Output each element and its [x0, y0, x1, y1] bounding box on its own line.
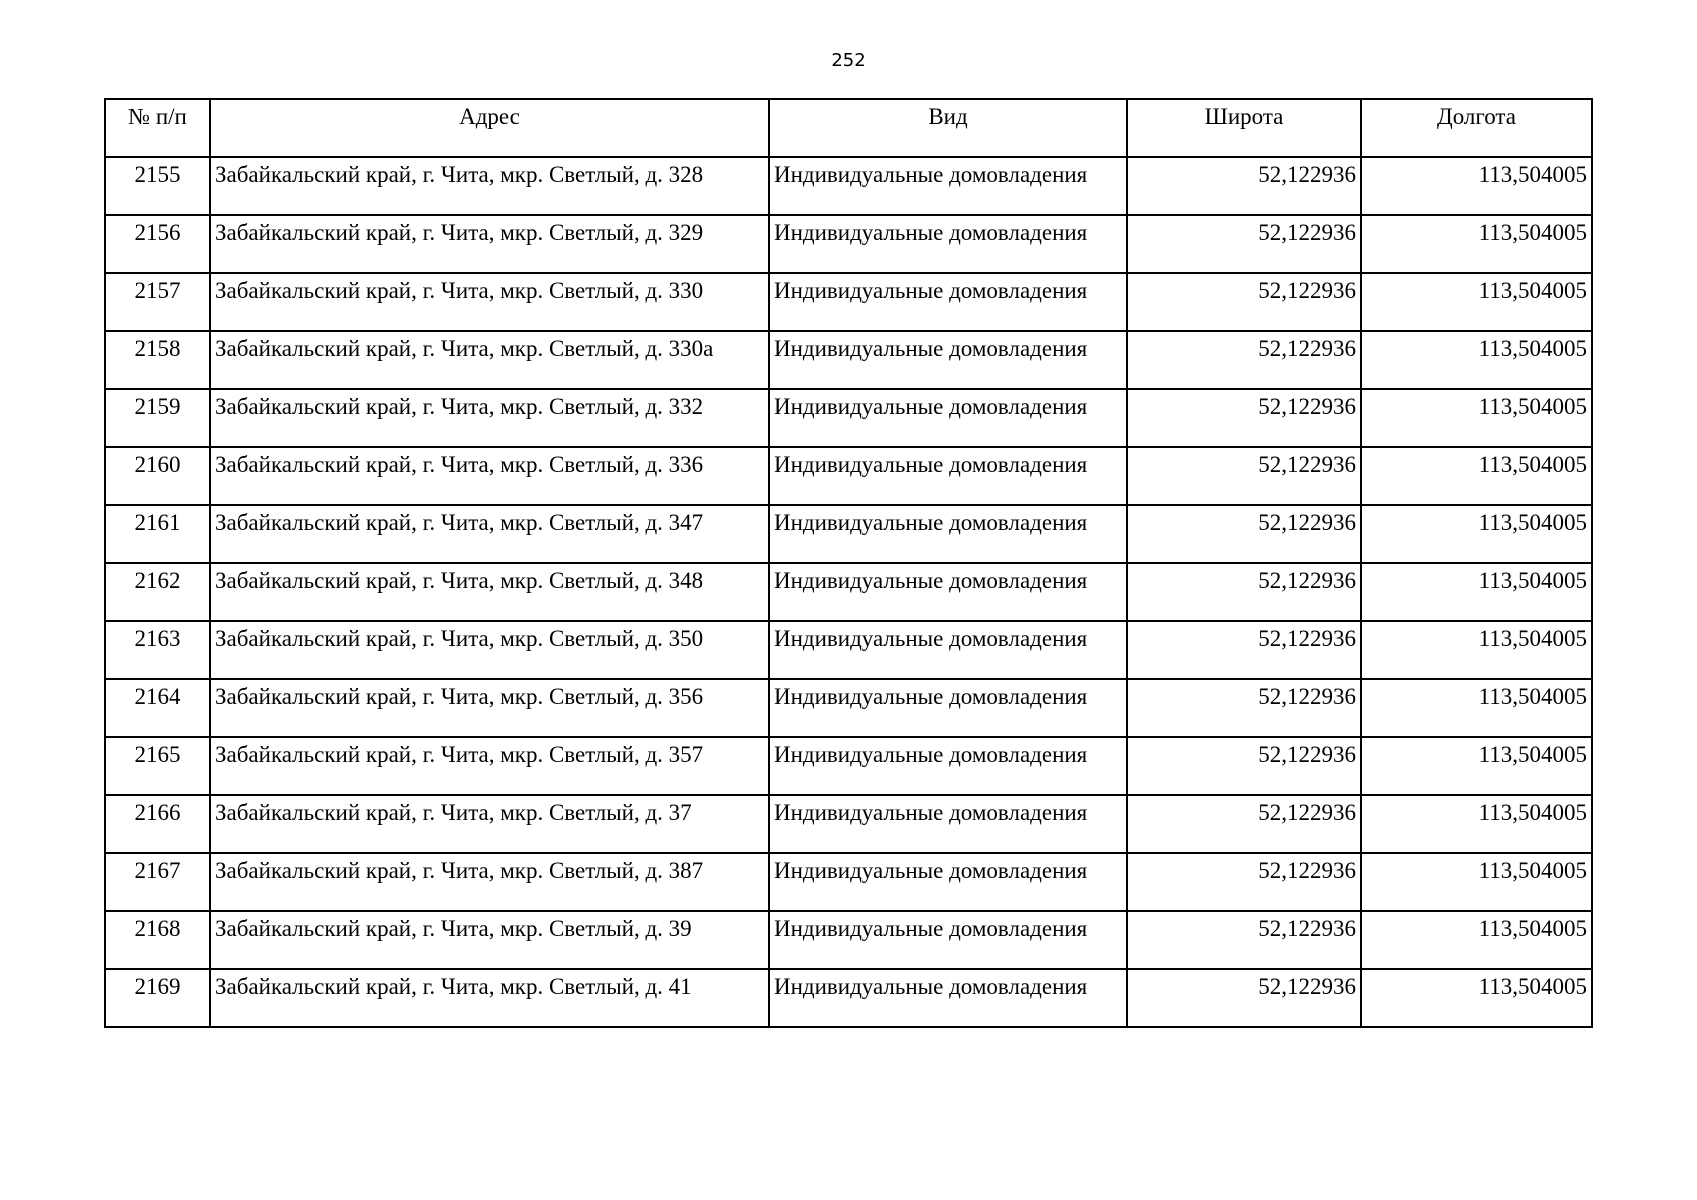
cell-address: Забайкальский край, г. Чита, мкр. Светлый, д. 37	[210, 795, 769, 853]
cell-kind: Индивидуальные домовладения	[769, 621, 1127, 679]
cell-kind: Индивидуальные домовладения	[769, 679, 1127, 737]
cell-longitude: 113,504005	[1361, 911, 1592, 969]
cell-kind: Индивидуальные домовладения	[769, 273, 1127, 331]
cell-longitude: 113,504005	[1361, 389, 1592, 447]
cell-number: 2167	[105, 853, 210, 911]
cell-number: 2163	[105, 621, 210, 679]
cell-latitude: 52,122936	[1127, 215, 1361, 273]
table-row	[105, 737, 1592, 795]
cell-latitude: 52,122936	[1127, 273, 1361, 331]
cell-number: 2155	[105, 157, 210, 215]
cell-address: Забайкальский край, г. Чита, мкр. Светлый, д. 41	[210, 969, 769, 1027]
cell-latitude: 52,122936	[1127, 563, 1361, 621]
table-row	[105, 389, 1592, 447]
cell-longitude: 113,504005	[1361, 157, 1592, 215]
header-longitude: Долгота	[1361, 99, 1592, 157]
cell-number: 2159	[105, 389, 210, 447]
table-row	[105, 853, 1592, 911]
cell-kind: Индивидуальные домовладения	[769, 911, 1127, 969]
cell-kind: Индивидуальные домовладения	[769, 737, 1127, 795]
table-row	[105, 795, 1592, 853]
table-row	[105, 157, 1592, 215]
cell-number: 2165	[105, 737, 210, 795]
cell-address: Забайкальский край, г. Чита, мкр. Светлый, д. 39	[210, 911, 769, 969]
cell-address: Забайкальский край, г. Чита, мкр. Светлый, д. 329	[210, 215, 769, 273]
table-header-row	[105, 99, 1592, 157]
table-row	[105, 563, 1592, 621]
cell-number: 2162	[105, 563, 210, 621]
cell-kind: Индивидуальные домовладения	[769, 157, 1127, 215]
cell-kind: Индивидуальные домовладения	[769, 853, 1127, 911]
cell-address: Забайкальский край, г. Чита, мкр. Светлый, д. 350	[210, 621, 769, 679]
cell-number: 2168	[105, 911, 210, 969]
cell-latitude: 52,122936	[1127, 737, 1361, 795]
table-row	[105, 273, 1592, 331]
cell-latitude: 52,122936	[1127, 621, 1361, 679]
cell-number: 2161	[105, 505, 210, 563]
header-kind: Вид	[769, 99, 1127, 157]
table-row	[105, 911, 1592, 969]
table-row	[105, 621, 1592, 679]
cell-number: 2156	[105, 215, 210, 273]
cell-number: 2164	[105, 679, 210, 737]
table-row	[105, 447, 1592, 505]
cell-kind: Индивидуальные домовладения	[769, 969, 1127, 1027]
cell-longitude: 113,504005	[1361, 331, 1592, 389]
header-address: Адрес	[210, 99, 769, 157]
cell-address: Забайкальский край, г. Чита, мкр. Светлый, д. 330	[210, 273, 769, 331]
cell-longitude: 113,504005	[1361, 621, 1592, 679]
cell-kind: Индивидуальные домовладения	[769, 389, 1127, 447]
cell-kind: Индивидуальные домовладения	[769, 505, 1127, 563]
table-row	[105, 969, 1592, 1027]
cell-number: 2158	[105, 331, 210, 389]
cell-address: Забайкальский край, г. Чита, мкр. Светлый, д. 357	[210, 737, 769, 795]
cell-address: Забайкальский край, г. Чита, мкр. Светлый, д. 330а	[210, 331, 769, 389]
cell-latitude: 52,122936	[1127, 447, 1361, 505]
table-row	[105, 331, 1592, 389]
cell-kind: Индивидуальные домовладения	[769, 795, 1127, 853]
table-row	[105, 679, 1592, 737]
cell-address: Забайкальский край, г. Чита, мкр. Светлый, д. 336	[210, 447, 769, 505]
cell-longitude: 113,504005	[1361, 737, 1592, 795]
cell-longitude: 113,504005	[1361, 215, 1592, 273]
cell-number: 2166	[105, 795, 210, 853]
table-row	[105, 505, 1592, 563]
address-table	[104, 98, 1593, 1028]
cell-latitude: 52,122936	[1127, 157, 1361, 215]
cell-latitude: 52,122936	[1127, 911, 1361, 969]
cell-kind: Индивидуальные домовладения	[769, 331, 1127, 389]
cell-address: Забайкальский край, г. Чита, мкр. Светлый, д. 348	[210, 563, 769, 621]
cell-address: Забайкальский край, г. Чита, мкр. Светлый, д. 347	[210, 505, 769, 563]
cell-longitude: 113,504005	[1361, 969, 1592, 1027]
cell-address: Забайкальский край, г. Чита, мкр. Светлый, д. 328	[210, 157, 769, 215]
cell-longitude: 113,504005	[1361, 679, 1592, 737]
cell-number: 2160	[105, 447, 210, 505]
table-row	[105, 215, 1592, 273]
cell-latitude: 52,122936	[1127, 389, 1361, 447]
cell-kind: Индивидуальные домовладения	[769, 447, 1127, 505]
cell-longitude: 113,504005	[1361, 447, 1592, 505]
cell-longitude: 113,504005	[1361, 795, 1592, 853]
cell-longitude: 113,504005	[1361, 505, 1592, 563]
cell-latitude: 52,122936	[1127, 795, 1361, 853]
cell-number: 2157	[105, 273, 210, 331]
page-number: 252	[831, 50, 866, 71]
cell-number: 2169	[105, 969, 210, 1027]
cell-longitude: 113,504005	[1361, 563, 1592, 621]
cell-latitude: 52,122936	[1127, 853, 1361, 911]
cell-kind: Индивидуальные домовладения	[769, 215, 1127, 273]
cell-longitude: 113,504005	[1361, 273, 1592, 331]
cell-latitude: 52,122936	[1127, 679, 1361, 737]
cell-kind: Индивидуальные домовладения	[769, 563, 1127, 621]
cell-address: Забайкальский край, г. Чита, мкр. Светлый, д. 356	[210, 679, 769, 737]
cell-address: Забайкальский край, г. Чита, мкр. Светлый, д. 332	[210, 389, 769, 447]
cell-longitude: 113,504005	[1361, 853, 1592, 911]
table-body	[105, 157, 1592, 1027]
cell-latitude: 52,122936	[1127, 969, 1361, 1027]
header-latitude: Широта	[1127, 99, 1361, 157]
cell-latitude: 52,122936	[1127, 505, 1361, 563]
cell-address: Забайкальский край, г. Чита, мкр. Светлый, д. 387	[210, 853, 769, 911]
header-number: № п/п	[105, 99, 210, 157]
cell-latitude: 52,122936	[1127, 331, 1361, 389]
